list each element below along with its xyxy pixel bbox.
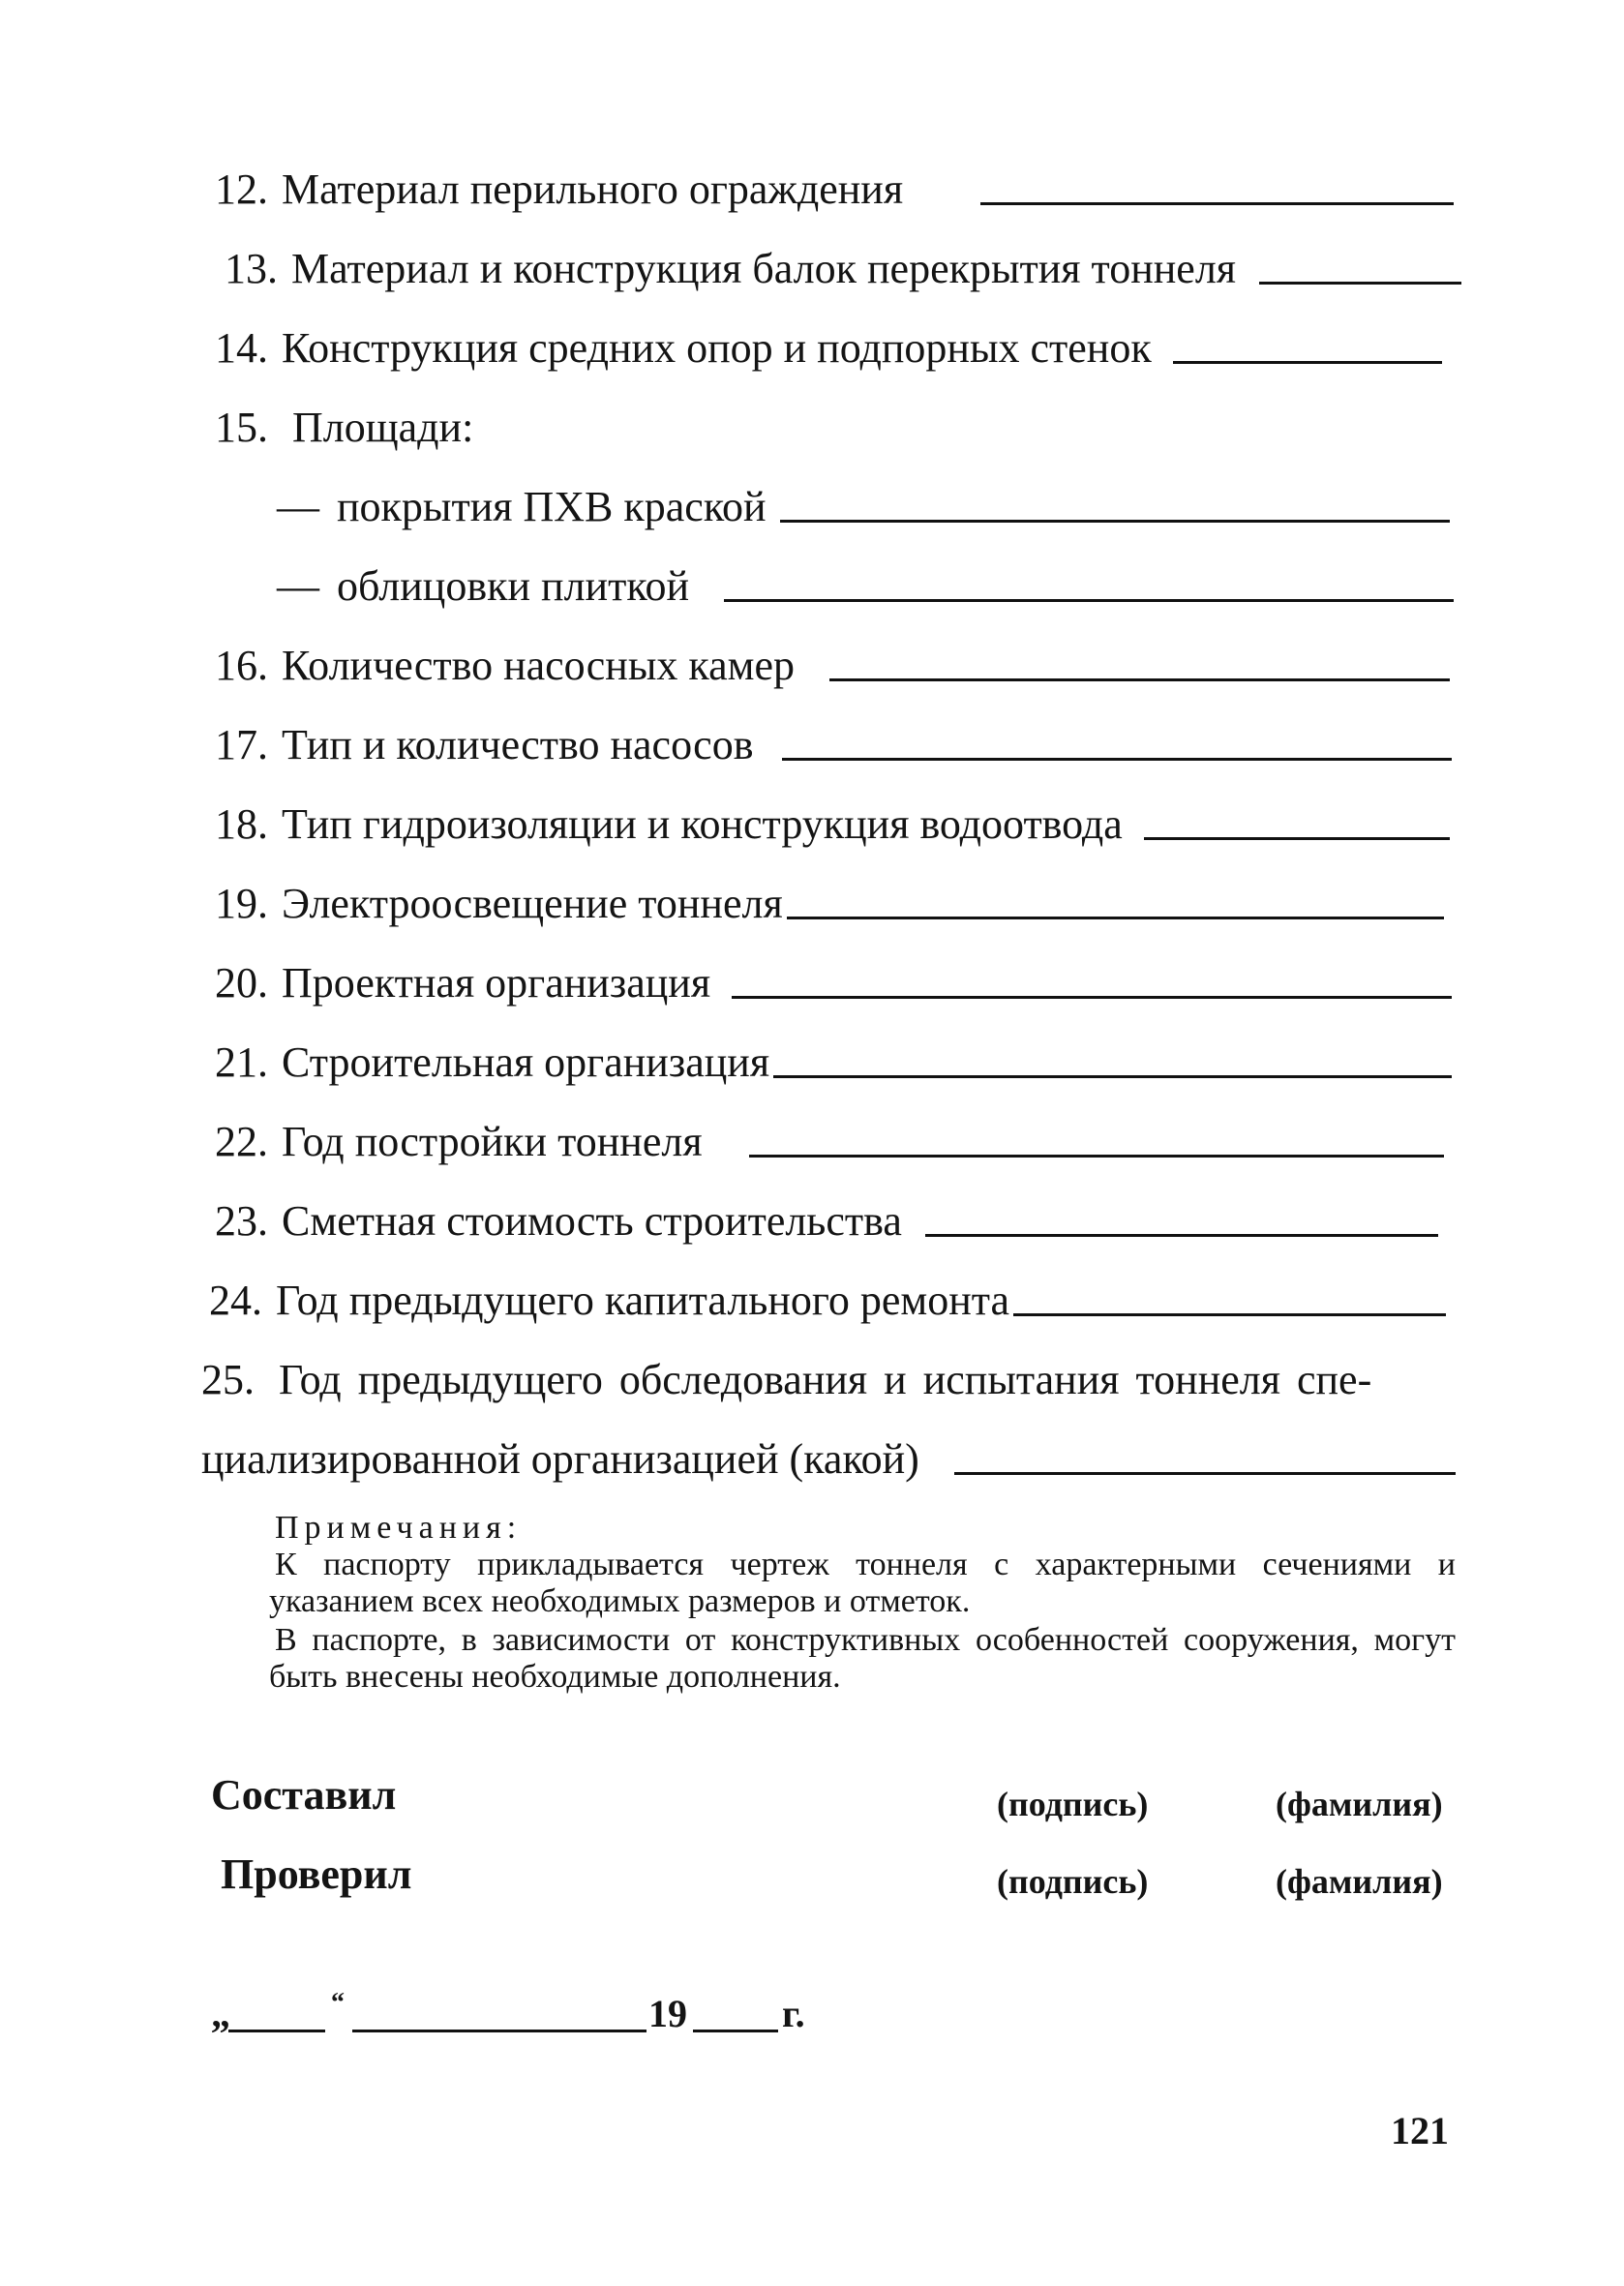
item-label: Год предыдущего обследования и испытания тоннеля спе- (279, 1356, 1372, 1403)
year-suffix: г. (782, 1992, 805, 2035)
item-label: Тип и количество насосов (282, 721, 754, 768)
dash: — (277, 562, 319, 610)
blank-line[interactable] (773, 1066, 1452, 1078)
item-label: Год предыдущего капитального ремонта (276, 1277, 1010, 1324)
form-line-18 (215, 797, 1450, 852)
month-blank[interactable] (352, 2030, 647, 2032)
blank-line[interactable] (749, 1145, 1444, 1158)
item-number: 13. (225, 245, 278, 292)
item-label: Сметная стоимость строительства (282, 1197, 902, 1245)
blank-line[interactable] (1173, 351, 1442, 364)
form-line-19 (215, 877, 1444, 931)
blank-line[interactable] (724, 589, 1454, 602)
date-line (211, 1982, 830, 2040)
item-number: 15. (215, 404, 268, 451)
item-label: Электроосвещение тоннеля (282, 880, 783, 927)
item-number: 14. (215, 324, 268, 372)
day-blank[interactable] (228, 2030, 325, 2032)
form-line-16 (215, 639, 1450, 693)
form-line-15 (215, 401, 473, 455)
note-paragraph: К паспорту прикладывается чертеж тоннеля с характерными сечениями и указанием всех необходимых размеров и отметок. (269, 1547, 1456, 1619)
surname-caption: (фамилия) (1276, 1785, 1443, 1823)
item-number: 22. (215, 1118, 268, 1165)
item-label: Строительная организация (282, 1038, 770, 1086)
blank-line[interactable] (1013, 1304, 1446, 1316)
item-label: Конструкция средних опор и подпорных стенок (282, 324, 1152, 372)
item-label: Год постройки тоннеля (282, 1118, 703, 1165)
blank-line[interactable] (954, 1462, 1456, 1475)
year-blank[interactable] (693, 2030, 778, 2032)
item-number: 17. (215, 721, 268, 768)
form-line-22 (215, 1115, 1444, 1169)
checked-label: Проверил (221, 1850, 412, 1898)
item-number: 18. (215, 800, 268, 848)
blank-line[interactable] (829, 669, 1450, 681)
item-number: 21. (215, 1038, 268, 1086)
signature-caption: (подпись) (997, 1785, 1149, 1823)
blank-line[interactable] (787, 907, 1444, 919)
blank-line[interactable] (980, 193, 1454, 205)
item-label: Материал перильного ограждения (282, 165, 904, 213)
sub-label: покрытия ПХВ краской (337, 483, 767, 530)
item-number: 25. (201, 1356, 255, 1403)
item-label: Материал и конструкция балок перекрытия тоннеля (291, 245, 1237, 292)
item-label: Проектная организация (282, 959, 711, 1007)
compiled-label: Составил (211, 1771, 397, 1819)
item-number: 24. (209, 1277, 262, 1324)
sub-label: облицовки плиткой (337, 562, 690, 610)
sub-line-pvc (277, 480, 1450, 534)
form-line-23 (215, 1194, 1438, 1248)
item-label: Площади: (292, 404, 474, 451)
dash: — (277, 483, 319, 530)
blank-line[interactable] (782, 748, 1452, 761)
item-number: 19. (215, 880, 268, 927)
item-number: 12. (215, 165, 268, 213)
blank-line[interactable] (780, 510, 1450, 523)
item-label-continuation: циализированной организацией (какой) (201, 1435, 919, 1483)
form-line-21 (215, 1036, 1452, 1090)
blank-line[interactable] (732, 986, 1452, 999)
item-label: Количество насосных камер (282, 642, 796, 689)
signature-caption: (подпись) (997, 1862, 1149, 1901)
note-paragraph: В паспорте, в зависимости от конструктивных особенностей сооружения, могут быть внесены необходимые дополнения. (269, 1622, 1456, 1695)
blank-line[interactable] (925, 1224, 1438, 1237)
form-line-12 (215, 163, 1454, 217)
form-line-25-cont (201, 1432, 1456, 1487)
sub-line-tile (277, 559, 1454, 614)
form-line-14 (215, 321, 1442, 376)
close-quote: “ (331, 1988, 345, 2018)
item-number: 20. (215, 959, 268, 1007)
page-number: 121 (1391, 2109, 1449, 2152)
item-label: Тип гидроизоляции и конструкция водоотвода (282, 800, 1123, 848)
form-line-24 (209, 1274, 1446, 1328)
notes-block (269, 1510, 1456, 1696)
surname-caption: (фамилия) (1276, 1862, 1443, 1901)
blank-line[interactable] (1259, 272, 1461, 285)
blank-line[interactable] (1144, 827, 1450, 840)
item-number: 23. (215, 1197, 268, 1245)
open-quote: „ (211, 1992, 230, 2035)
notes-title: Примечания: (275, 1510, 523, 1546)
form-line-17 (215, 718, 1452, 772)
form-line-20 (215, 956, 1452, 1010)
year-prefix: 19 (648, 1992, 687, 2035)
form-line-25 (201, 1353, 1459, 1407)
form-line-13 (225, 242, 1461, 296)
item-number: 16. (215, 642, 268, 689)
